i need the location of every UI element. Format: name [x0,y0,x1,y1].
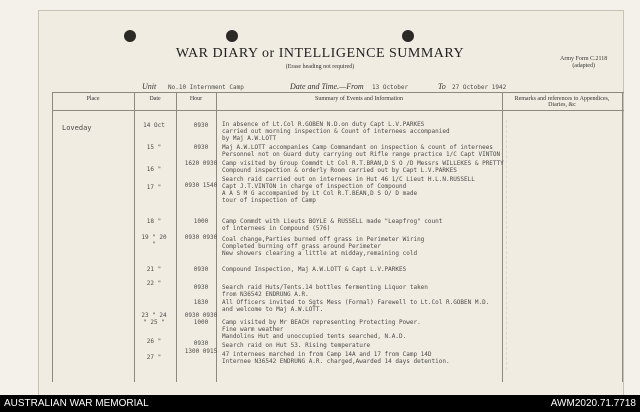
entry-hour: 0930 1540 [184,182,218,189]
col-rule-place [134,92,135,382]
army-form-number: Army Form C.2118 [560,56,608,62]
entry-line: All Officers invited to Sgts Mess (Formal) Farewell to Lt.Col R.GOBEN M.D. [222,299,490,306]
date-from-label: Date and Time.—From [290,82,364,91]
entry-hour: 0930 [193,122,209,129]
entry-summary [222,319,512,340]
entry-line: Completed burning off grass around Perimeter [222,243,381,250]
column-header-summary: Summary of Events and Information [315,96,403,102]
entry-date: 18 " [146,218,162,225]
entry-date: 26 " [146,338,162,345]
entry-line: Maj A.W.LOTT accompanies Camp Commandant on inspection & count of internees [222,144,493,151]
entry-summary [222,160,512,174]
entry-date: 27 " [146,354,162,361]
entry-line: Internee N36542 ENDRUNG A.R. charged,Awarded 14 days detention. [222,358,450,365]
entry-line: from N36542 ENDRUNG A.R. [222,291,309,298]
entry-date: 15 " [146,144,162,151]
entry-line: Camp visited by Mr BEACH representing Protecting Power. [222,319,421,326]
entry-line: Camp visited by Group Commdt Lt Col R.T.BRAN,D S O /D Messrs WILLEKES & PRETTY [222,160,504,167]
column-header-remarks: Remarks and references to Appendices, Diaries, &c [514,96,610,108]
column-header-place: Place [86,96,100,102]
entry-hour: 0930 [193,284,209,291]
entry-hour: 1300 0915 [184,348,218,355]
table-top-rule [52,92,624,93]
entry-line: of internees in Compound (576) [222,225,331,232]
col-rule-right [622,92,623,382]
entry-hour: 1000 [193,218,209,225]
entry-line: Mandolins Hut and unoccupied tents searched, N.A.D. [222,333,407,340]
column-header-hour: Hour [189,96,203,102]
entry-line: Search raid on Hut 53. Rising temperature [222,342,371,349]
entry-line: New showers clearing a little at midday,remaining cold [222,250,418,257]
entry-hour: 0930 0930 1000 [184,312,218,326]
entry-summary [222,218,512,232]
entry-line: and welcome to Maj A.W.LOTT. [222,306,324,313]
entry-line: A A S M G accompanied by Lt Col R.T.BEAN,D S O/ D made [222,190,418,197]
entry-hour: 1830 [193,299,209,306]
unit-value: No.10 Internment Camp [168,84,244,91]
entry-hour: 0930 [193,340,209,347]
entry-summary [222,284,512,298]
entry-line: Capt J.T.VINTON in charge of inspection of Compound [222,183,407,190]
entry-summary [222,342,512,349]
entry-date: 19 " 20 " [141,234,167,248]
entry-date: 16 " [146,166,162,173]
entry-summary [222,266,512,273]
entry-line: carried out morning inspection & Count of internees accompanied [222,128,450,135]
entry-hour: 0930 0930 [184,234,218,241]
entry-summary [222,121,512,142]
army-form-note: (adapted) [572,63,595,69]
entry-summary [222,144,512,158]
column-header-date: Date [149,96,161,102]
entry-line: In absence of Lt.Col R.GOBEN N.D.on duty Capt L.V.PARKES [222,121,425,128]
entry-line: Coal change,Parties burned off grass in Perimeter Wiring [222,236,425,243]
entry-date: 23 " 24 " 25 " [141,312,167,326]
col-rule-date [176,92,177,382]
entry-summary [222,236,512,257]
entry-line: Compound inspection & orderly Room carried out by Capt L.V.PARKES [222,167,457,174]
entry-line: Compound Inspection, Maj A.W.LOTT & Capt L.V.PARKES [222,266,407,273]
entry-line: Search raid Huts/Tents.14 bottles fermenting Liquor taken [222,284,428,291]
punch-hole-left [124,30,136,42]
date-to-value: 27 October 1942 [452,84,507,91]
entry-summary [222,176,512,204]
date-from-value: 13 October [372,84,409,91]
entry-line: by Maj A.W.LOTT [222,135,277,142]
entry-date: 14 Oct [143,122,165,129]
footer-accession-number: AWM2020.71.7718 [550,398,636,409]
pencil-margin-marks [506,120,607,370]
entry-date: 21 " [146,266,162,273]
entry-line: Fine warm weather [222,326,284,333]
entry-line: tour of inspection of Camp [222,197,316,204]
form-title: WAR DIARY or INTELLIGENCE SUMMARY [175,46,465,61]
entry-summary [222,351,512,365]
army-form-label [560,56,607,70]
table-header-rule [52,110,624,111]
col-rule-left [52,92,53,382]
entry-date: 17 " [146,184,162,191]
form-subtitle: (Erase heading not required) [285,64,355,70]
footer-bar [0,395,640,412]
entry-hour: 0930 [193,144,209,151]
entry-line: 47 internees marched in from Camp 14A and 17 from Camp 14D [222,351,432,358]
entry-hour: 1620 0930 [184,160,218,167]
entry-summary [222,299,512,313]
footer-institution: AUSTRALIAN WAR MEMORIAL [4,398,149,409]
unit-label: Unit [142,82,157,91]
entry-date: 22 " [146,280,162,287]
punch-hole-right [402,30,414,42]
entry-hour: 0930 [193,266,209,273]
entry-line: Search raid carried out on internees in Hut 46 1/C Lieut H.L.N.RUSSELL [222,176,475,183]
punch-hole-middle [226,30,238,42]
entry-line: Personnel not on Guard duty carrying out Rifle range practice 1/C Capt VINTON [222,151,501,158]
place-value: Loveday [62,124,92,132]
date-to-label: To [438,82,446,91]
entry-line: Camp Commdt with Lieuts BOYLE & RUSSELL made "Leapfrog" count [222,218,443,225]
